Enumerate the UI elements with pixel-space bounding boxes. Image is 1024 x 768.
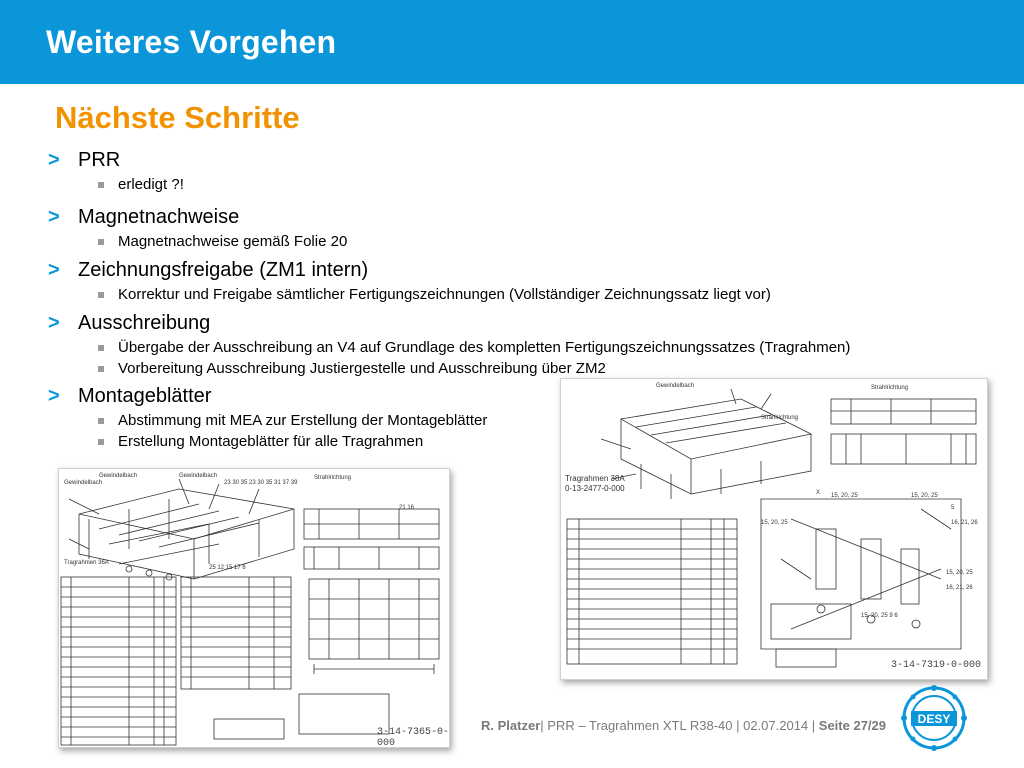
slide-footer: R. Platzer| PRR – Tragrahmen XTL R38-40 | 02.07.2014 | Seite 27/29 xyxy=(481,718,886,733)
drawing-number: 3-14-7319-0-000 xyxy=(891,660,982,671)
section-title: Zeichnungsfreigabe (ZM1 intern) xyxy=(78,258,369,281)
drawing-number: 3-14-7365-0-000 xyxy=(377,727,450,749)
svg-text:15, 20, 25: 15, 20, 25 xyxy=(946,570,973,576)
chevron-bullet-icon: > xyxy=(48,148,60,171)
assembly-drawing-icon xyxy=(561,379,987,679)
technical-drawing-right xyxy=(560,378,988,680)
sub-item: Übergabe der Ausschreibung an V4 auf Grundlage des kompletten Fertigungszeichnungssatzes (Tragrahmen) xyxy=(48,337,978,358)
svg-text:16, 21, 26: 16, 21, 26 xyxy=(946,585,973,591)
desy-logo xyxy=(900,684,968,752)
drawing-label: Tragrahmen 38A xyxy=(565,474,625,483)
svg-text:Tragrahmen 36A: Tragrahmen 36A xyxy=(64,560,109,566)
svg-text:Strahlrichtung: Strahlrichtung xyxy=(871,385,909,391)
svg-text:Strahlrichtung: Strahlrichtung xyxy=(314,475,352,481)
chevron-bullet-icon: > xyxy=(48,311,60,334)
desy-logo-icon xyxy=(900,684,968,752)
svg-text:15, 20, 25 9 6: 15, 20, 25 9 6 xyxy=(861,613,898,619)
square-bullet-icon xyxy=(98,345,104,351)
assembly-drawing-icon xyxy=(59,469,449,747)
svg-text:23 30 35 23 30 35 31 37 39: 23 30 35 23 30 35 31 37 39 xyxy=(224,480,298,486)
svg-text:15, 20, 25: 15, 20, 25 xyxy=(911,493,938,499)
svg-text:5: 5 xyxy=(951,505,955,511)
section-zeichnungsfreigabe xyxy=(48,256,978,305)
sub-item: Magnetnachweise gemäß Folie 20 xyxy=(48,231,978,252)
square-bullet-icon xyxy=(98,439,104,445)
footer-date: 02.07.2014 xyxy=(743,718,809,733)
square-bullet-icon xyxy=(98,182,104,188)
chevron-bullet-icon: > xyxy=(48,258,60,281)
svg-text:DESY: DESY xyxy=(917,712,951,726)
chevron-bullet-icon: > xyxy=(48,384,60,407)
chevron-bullet-icon: > xyxy=(48,205,60,228)
technical-drawing-left xyxy=(58,468,450,748)
svg-text:15, 20, 25: 15, 20, 25 xyxy=(831,493,858,499)
sub-item: Abstimmung mit MEA zur Erstellung der Montageblätter xyxy=(48,410,978,431)
section-title: Ausschreibung xyxy=(78,311,211,334)
sub-item: erledigt ?! xyxy=(48,174,978,195)
svg-text:Strahlrichtung: Strahlrichtung xyxy=(761,415,799,421)
slide-title: Weiteres Vorgehen xyxy=(46,24,337,60)
sub-item: Vorbereitung Ausschreibung Justiergestelle und Ausschreibung über ZM2 xyxy=(48,358,978,379)
svg-text:25 12 15 17 6: 25 12 15 17 6 xyxy=(209,565,246,571)
svg-text:15, 20, 25: 15, 20, 25 xyxy=(761,520,788,526)
square-bullet-icon xyxy=(98,292,104,298)
svg-text:Gewindelbach: Gewindelbach xyxy=(179,473,218,479)
svg-text:Gewindelbach: Gewindelbach xyxy=(99,473,138,479)
footer-author: R. Platzer xyxy=(481,718,541,733)
section-prr xyxy=(48,146,978,195)
square-bullet-icon xyxy=(98,366,104,372)
drawing-label-sub: 0-13-2477-0-000 xyxy=(565,484,625,493)
section-heading: Nächste Schritte xyxy=(55,100,300,135)
svg-text:21 16: 21 16 xyxy=(399,505,415,511)
square-bullet-icon xyxy=(98,418,104,424)
section-title: Magnetnachweise xyxy=(78,205,240,228)
footer-project: PRR – Tragrahmen XTL R38-40 xyxy=(547,718,733,733)
sub-item: Erstellung Montageblätter für alle Tragrahmen xyxy=(48,431,978,452)
svg-text:X: X xyxy=(816,490,821,496)
slide-header xyxy=(0,0,1024,84)
section-magnetnachweise xyxy=(48,203,978,252)
square-bullet-icon xyxy=(98,239,104,245)
svg-text:16, 21, 26: 16, 21, 26 xyxy=(951,520,978,526)
section-title: Montageblätter xyxy=(78,384,212,407)
sub-item: Korrektur und Freigabe sämtlicher Fertigungszeichnungen (Vollständiger Zeichnungssatz liegt vor) xyxy=(48,284,978,305)
footer-page: Seite 27/29 xyxy=(818,718,886,733)
svg-text:Gewindelbach: Gewindelbach xyxy=(656,383,695,389)
section-title: PRR xyxy=(78,148,121,171)
section-ausschreibung xyxy=(48,309,978,379)
svg-text:Gewindelbach: Gewindelbach xyxy=(64,480,103,486)
